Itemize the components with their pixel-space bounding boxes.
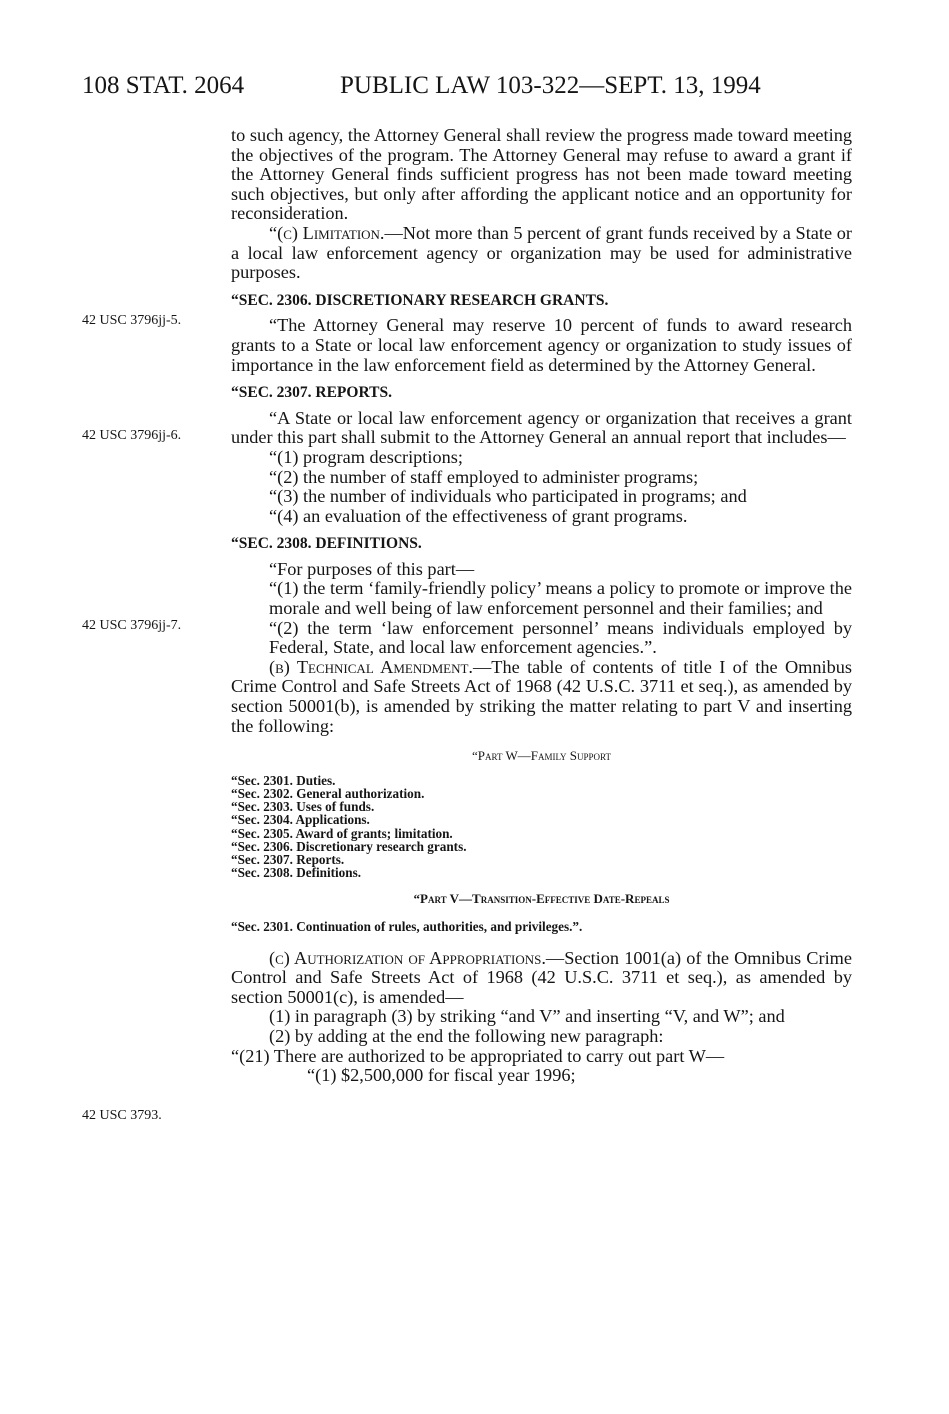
body-text — [231, 126, 852, 1086]
margin-citation: 42 USC 3793. — [82, 1108, 162, 1123]
paragraph: to such agency, the Attorney General shall review the progress made toward meeting the objectives of the program. The Attorney General may refuse to award a grant if the Attorney General finds sufficient progress has not been made toward meeting such objectives, but only after affording the applicant notice and an opportunity for reconsideration. — [231, 125, 852, 224]
paragraph: “For purposes of this part— — [269, 558, 475, 579]
subsection-heading: (b) Technical Amendment. — [269, 656, 473, 677]
subsection-heading: (c) Authorization of Appropriations. — [269, 947, 546, 968]
header-law-title: PUBLIC LAW 103-322—SEPT. 13, 1994 — [340, 72, 761, 99]
definition-item: “(2) the term ‘law enforcement personnel’ means individuals employed by Federal, State, and local law enforcement agencies.”. — [269, 617, 852, 658]
list-item: “(2) the number of staff employed to administer programs; — [269, 466, 699, 487]
table-of-contents — [231, 774, 852, 880]
toc-entry: “Sec. 2308. Definitions. — [231, 865, 362, 881]
margin-citation: 42 USC 3796jj-6. — [82, 428, 182, 443]
toc-part-heading: “Part V—Transition-Effective Date-Repeals — [413, 891, 670, 907]
toc-part-heading: “Part W—Family Support — [471, 748, 612, 764]
section-heading: “SEC. 2308. DEFINITIONS. — [231, 535, 422, 553]
list-item: “(3) the number of individuals who participated in programs; and — [269, 486, 747, 507]
definition-item: “(1) the term ‘family-friendly policy’ means a policy to promote or improve the morale and well being of law enforcement personnel and their families; and — [269, 578, 852, 619]
toc-entry: “Sec. 2301. Duties. — [231, 772, 336, 788]
paragraph — [231, 658, 852, 736]
list-item: (1) in paragraph (3) by striking “and V” and inserting “V, and W”; and — [269, 1006, 785, 1027]
section-heading: “SEC. 2306. DISCRETIONARY RESEARCH GRANTS. — [231, 291, 609, 309]
margin-citation: 42 USC 3796jj-7. — [82, 618, 182, 633]
toc-entry: “Sec. 2305. Award of grants; limitation. — [231, 825, 453, 841]
header-stat-page: 108 STAT. 2064 — [82, 72, 245, 99]
list-item: “(4) an evaluation of the effectiveness of grant programs. — [269, 505, 688, 526]
paragraph: “A State or local law enforcement agency or organization that receives a grant under this part shall submit to the Attorney General an annual report that includes— — [231, 407, 852, 448]
toc-entry: “Sec. 2304. Applications. — [231, 812, 370, 828]
paragraph-text: —The table of contents of title I of the Omnibus Crime Control and Safe Streets Act of 1968 (42 U.S.C. 3711 et seq.), as amended by section 50001(b), is amended by striking the matter relating to part V and inserting the following: — [231, 656, 852, 736]
paragraph — [231, 949, 852, 1008]
subsection-heading: “(c) Limitation. — [269, 222, 385, 243]
paragraph: “The Attorney General may reserve 10 percent of funds to award research grants to a State or local law enforcement agency or organization to study issues of importance in the law enforcement field as determined by the Attorney General. — [231, 315, 852, 375]
paragraph-text: —Section 1001(a) of the Omnibus Crime Control and Safe Streets Act of 1968 (42 U.S.C. 3711 et seq.), as amended by section 50001(c), is amended— — [231, 947, 852, 1007]
paragraph: “(21) There are authorized to be appropriated to carry out part W— — [231, 1045, 725, 1066]
margin-citation: 42 USC 3796jj-5. — [82, 313, 182, 328]
toc-entry: “Sec. 2307. Reports. — [231, 852, 345, 868]
section-heading: “SEC. 2307. REPORTS. — [231, 384, 392, 402]
toc-entry: “Sec. 2306. Discretionary research grants. — [231, 838, 467, 854]
toc-entry: “Sec. 2302. General authorization. — [231, 786, 425, 802]
list-item: (2) by adding at the end the following new paragraph: — [269, 1026, 664, 1046]
list-item: “(1) $2,500,000 for fiscal year 1996; — [307, 1065, 576, 1086]
toc-entry: “Sec. 2303. Uses of funds. — [231, 799, 375, 815]
toc-entry: “Sec. 2301. Continuation of rules, authorities, and privileges.”. — [231, 919, 583, 935]
paragraph-text: —Not more than 5 percent of grant funds received by a State or a local law enforcement agency or organization may be used for administrative purposes. — [231, 222, 852, 283]
list-item: “(1) program descriptions; — [269, 446, 463, 467]
paragraph — [231, 224, 852, 283]
